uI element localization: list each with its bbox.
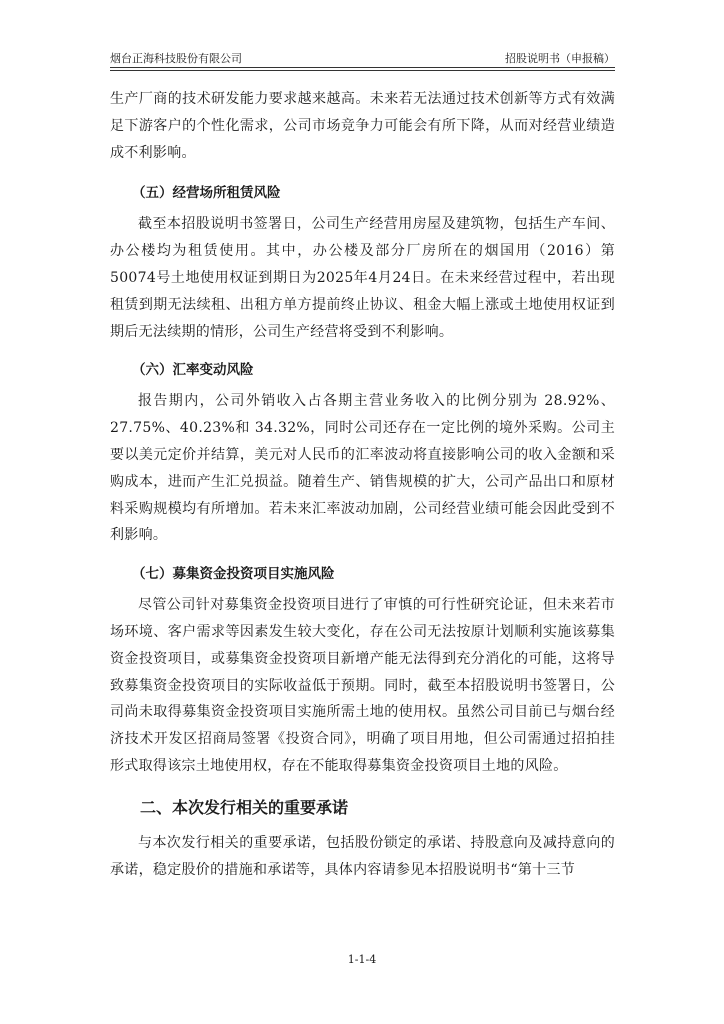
commitments-paragraph: 与本次发行相关的重要承诺，包括股份锁定的承诺、持股意向及减持意向的承诺，稳定股价的措施和承诺等，具体内容请参见本招股说明书“第十三节	[110, 834, 615, 878]
fundraising-risk-paragraph: 尽管公司针对募集资金投资项目进行了审慎的可行性研究论证，但未来若市场环境、客户需求等因素发生较大变化，存在公司无法按原计划顺利实施该募集资金投资项目，或募集资金投资项目新增产能无法得到充分消化的可能，这将导致募集资金投资项目的实际收益低于预期。同时，截至本招股说明书签署日，公司尚未取得募集资金投资项目实施所需土地的使用权。虽然公司目前已与烟台经济技术开发区招商局签署《投资合同》，明确了项目用地，但公司需通过招拍挂形式取得该宗土地使用权，存在不能取得募集资金投资项目土地的风险。	[110, 597, 615, 774]
section-heading-commitments: 二、本次发行相关的重要承诺	[140, 797, 349, 817]
section-heading-lease-risk: （五）经营场所租赁风险	[132, 185, 281, 202]
section-heading-fundraising-risk: （七）募集资金投资项目实施风险	[132, 566, 335, 583]
header-rule-secondary	[110, 70, 615, 71]
fx-risk-paragraph: 报告期内，公司外销收入占各期主营业务收入的比例分别为 28.92%、27.75%、40.23%和 34.32%，同时公司还存在一定比例的境外采购。公司主要以美元定价并结算，美元对人民币的汇率波动将直接影响公司的收入金额和采购成本，进而产生汇兑损益。随着生产、销售规模的扩大，公司产品出口和原材料采购规模均有所增加。若未来汇率波动加剧，公司经营业绩可能会因此受到不利影响。	[110, 393, 615, 544]
header-rule	[110, 67, 615, 68]
intro-paragraph: 生产厂商的技术研发能力要求越来越高。未来若无法通过技术创新等方式有效满足下游客户的个性化需求，公司市场竞争力可能会有所下降，从而对经营业绩造成不利影响。	[110, 91, 615, 161]
page-header	[110, 52, 615, 66]
header-document-title: 招股说明书（申报稿）	[505, 52, 615, 65]
page-number: 1-1-4	[347, 953, 377, 966]
page-body	[110, 86, 615, 883]
header-company: 烟台正海科技股份有限公司	[110, 52, 242, 65]
lease-risk-paragraph: 截至本招股说明书签署日，公司生产经营用房屋及建筑物，包括生产车间、办公楼均为租赁使用。其中，办公楼及部分厂房所在的烟国用（2016）第50074号土地使用权证到期日为2025年4月24日。在未来经营过程中，若出现租赁到期无法续租、出租方单方提前终止协议、租金大幅上涨或土地使用权证到期后无法续期的情形，公司生产经营将受到不利影响。	[110, 216, 615, 340]
section-heading-fx-risk: （六）汇率变动风险	[132, 362, 254, 379]
